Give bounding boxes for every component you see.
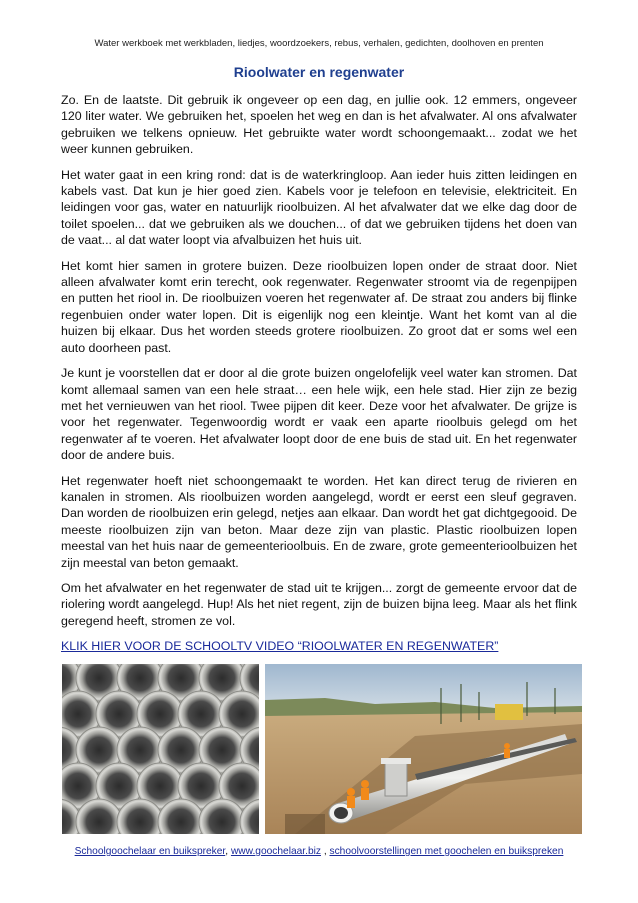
article-body xyxy=(61,92,577,655)
paragraph-2: Het water gaat in een kring rond: dat is de waterkringloop. Aan ieder huis zitten leidingen en kabels vast. Dat kun je hier goed zien. Kabels voor je telefoon en televisie, elektriciteit. En leidingen voor gas, water en natuurlijk rioolbuizen. Al het afvalwater dat we elke dag door de toilet spoelen... dat we gebruiken als we douchen... of dat we gebruiken tijdens het doen van de vaat... al dat water loopt via afvalbuizen het huis uit. xyxy=(61,167,577,248)
page-footer xyxy=(0,846,638,857)
schooltv-video-link[interactable]: KLIK HIER VOOR DE SCHOOLTV VIDEO “RIOOLWATER EN REGENWATER” xyxy=(61,639,499,654)
footer-link-website[interactable]: www.goochelaar.biz xyxy=(230,846,321,857)
page-header: Water werkboek met werkbladen, liedjes, woordzoekers, rebus, verhalen, gedichten, doolhoven en prenten xyxy=(94,38,544,49)
paragraph-1: Zo. En de laatste. Dit gebruik ik ongeveer op een dag, en jullie ook. 12 emmers, ongeveer 120 liter water. We gebruiken het, spoelen het weg en dan is het afvalwater. Al ons afvalwater gebruiken we telkens opnieuw. Het gebruikte water wordt schoongemaakt... zodat we het weer kunnen gebruiken. xyxy=(61,93,577,157)
paragraph-3: Het komt hier samen in grotere buizen. Deze rioolbuizen lopen onder de straat door. Niet alleen afvalwater komt erin terecht, ook regenwater. Regenwater stroomt via de regenpijpen en putten het riool in. De rioolbuizen voeren het regenwater af. De straat zou anders bij flinke regenbuien onder water lopen. Dit is eigenlijk nog een kleintje. Want het komt van al die huizen bij elkaar. Dus het worden steeds grotere rioolbuizen. Zo groot dat er soms wel een auto doorheen past. xyxy=(61,258,577,355)
photo-strip xyxy=(62,664,582,834)
page-title: Rioolwater en regenwater xyxy=(233,64,405,80)
paragraph-6: Om het afvalwater en het regenwater de stad uit te krijgen... zorgt de gemeente ervoor dat de riolering wordt aangelegd. Hup! Als het niet regent, zijn de buizen bijna leeg. Maar als het flink geregend heeft, stromen ze vol. xyxy=(61,580,577,628)
paragraph-4: Je kunt je voorstellen dat er door al die grote buizen ongelofelijk veel water kan stromen. Dat komt allemaal samen van een hele straat… een hele wijk, een hele stad. Hier zijn ze bezig met het vernieuwen van het riool. Twee pijpen dit keer. Deze voor het afvalwater. De grijze is voor het regenwater. Tegenwoordig wordt er vaak een aparte rioolbuis gelegd om het regenwater af te voeren. Het afvalwater loopt door de ene buis de stad uit. En het regenwater door de andere buis. xyxy=(61,366,577,463)
footer-link-school-shows[interactable]: schoolvoorstellingen met goochelen en buikspreken xyxy=(329,846,564,857)
concrete-pipes-photo xyxy=(62,664,259,834)
footer-link-performer[interactable]: Schoolgoochelaar en buikspreker xyxy=(74,846,226,857)
paragraph-5: Het regenwater hoeft niet schoongemaakt te worden. Het kan direct terug de rivieren en kanalen in stromen. Als rioolbuizen worden aangelegd, wordt er eerst een sleuf gegraven. Dan worden de rioolbuizen erin gelegd, netjes aan elkaar. Dan wordt het gat dichtgegooid. De meeste rioolbuizen zijn van beton. Maar deze zijn van plastic. Plastic rioolbuizen lopen meestal van het huis naar de gemeenterioolbuis. En de zware, grote gemeenterioolbuizen het zijn meestal van beton gemaakt. xyxy=(61,473,577,570)
footer-separator-1: , xyxy=(225,846,231,857)
footer-separator-2: , xyxy=(320,846,330,857)
pipe-trench-photo xyxy=(265,664,582,834)
